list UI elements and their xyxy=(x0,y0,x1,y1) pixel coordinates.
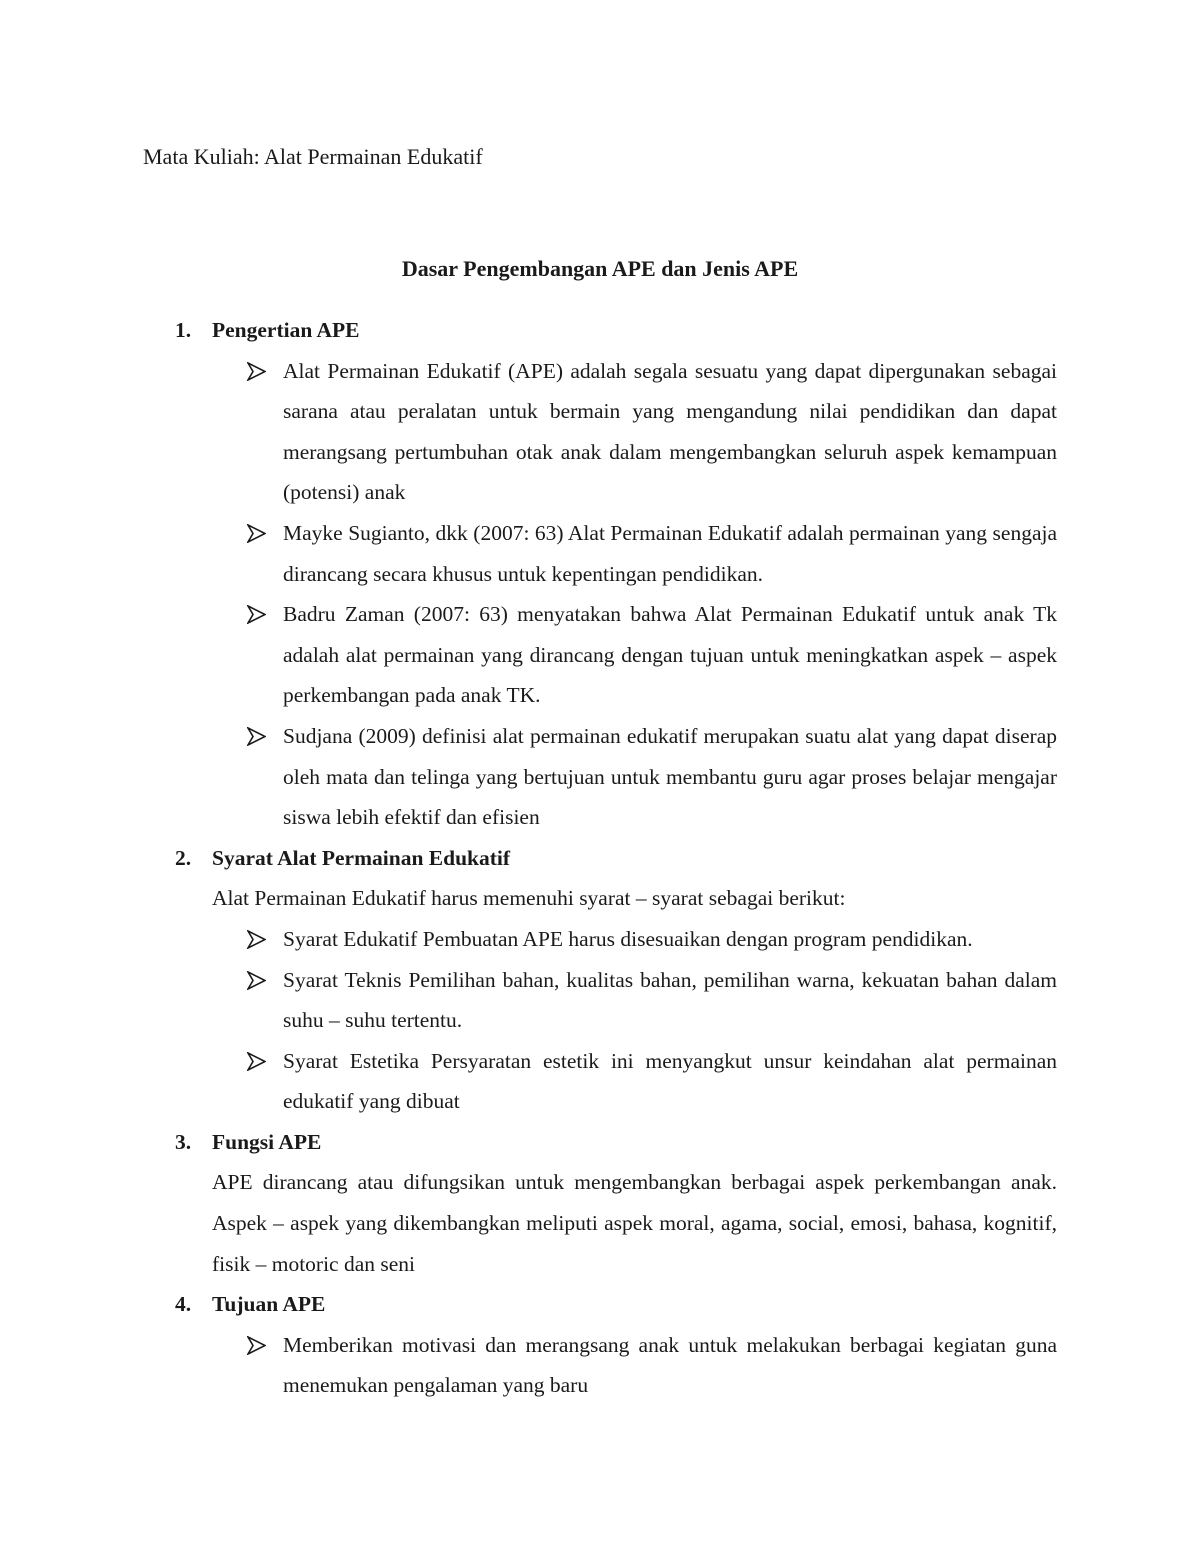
section-number: 2. xyxy=(175,845,192,870)
section-intro: Alat Permainan Edukatif harus memenuhi syarat – syarat sebagai berikut: xyxy=(212,886,846,911)
section-heading-text: Pengertian APE xyxy=(212,318,360,342)
bullet-item xyxy=(175,351,1057,513)
arrowhead-bullet-icon xyxy=(247,605,266,624)
arrowhead-bullet-icon xyxy=(247,362,266,381)
section-number: 4. xyxy=(175,1292,192,1317)
section-heading-text: Syarat Alat Permainan Edukatif xyxy=(212,845,511,870)
arrowhead-bullet-icon xyxy=(247,1052,266,1071)
bullet-item xyxy=(175,594,1057,716)
bullet-text: Badru Zaman (2007: 63) menyatakan bahwa Alat Permainan Edukatif untuk anak Tk adalah alat permainan yang dirancang dengan tujuan untuk meningkatkan aspek – aspek perkembangan pada anak TK. xyxy=(283,602,1057,708)
arrowhead-bullet-icon xyxy=(247,1336,266,1355)
section-tujuan xyxy=(175,1284,1057,1406)
section-fungsi xyxy=(175,1122,1057,1284)
section-number: 3. xyxy=(175,1129,192,1154)
section-heading xyxy=(175,1284,1057,1325)
bullet-item xyxy=(175,513,1057,594)
bullet-item xyxy=(175,960,1057,1041)
document-title: Dasar Pengembangan APE dan Jenis APE xyxy=(401,256,799,281)
section-intro: APE dirancang atau difungsikan untuk mengembangkan berbagai aspek perkembangan anak. Aspek – aspek yang dikembangkan meliputi aspek moral, agama, social, emosi, bahasa, kognitif, fisik – motoric dan seni xyxy=(212,1170,1057,1276)
section-heading-text: Tujuan APE xyxy=(212,1292,326,1317)
bullet-text: Memberikan motivasi dan merangsang anak untuk melakukan berbagai kegiatan guna menemukan pengalaman yang baru xyxy=(283,1332,1057,1398)
bullet-item xyxy=(175,1325,1057,1406)
section-pengertian xyxy=(175,310,1057,838)
section-heading-text: Fungsi APE xyxy=(212,1129,322,1154)
course-line: Mata Kuliah: Alat Permainan Edukatif xyxy=(143,144,483,169)
bullet-text: Syarat Estetika Persyaratan estetik ini menyangkut unsur keindahan alat permainan edukatif yang dibuat xyxy=(283,1048,1057,1114)
bullet-item xyxy=(175,716,1057,838)
bullet-text: Mayke Sugianto, dkk (2007: 63) Alat Permainan Edukatif adalah permainan yang sengaja dirancang secara khusus untuk kepentingan pendidikan. xyxy=(283,520,1057,586)
bullet-item xyxy=(175,1041,1057,1122)
bullet-text: Alat Permainan Edukatif (APE) adalah segala sesuatu yang dapat dipergunakan sebagai sarana atau peralatan untuk bermain yang mengandung nilai pendidikan dan dapat merangsang pertumbuhan otak anak dalam mengembangkan seluruh aspek kemampuan (potensi) anak xyxy=(283,358,1057,505)
arrowhead-bullet-icon xyxy=(247,524,266,543)
bullet-text: Syarat Edukatif Pembuatan APE harus disesuaikan dengan program pendidikan. xyxy=(283,926,973,951)
arrowhead-bullet-icon xyxy=(247,971,266,990)
section-number: 1. xyxy=(175,318,192,342)
bullet-text: Sudjana (2009) definisi alat permainan edukatif merupakan suatu alat yang dapat diserap oleh mata dan telinga yang bertujuan untuk membantu guru agar proses belajar mengajar siswa lebih efektif dan efisien xyxy=(283,723,1057,830)
section-heading xyxy=(175,310,1057,351)
section-heading xyxy=(175,838,1057,879)
section-heading xyxy=(175,1122,1057,1163)
document-body xyxy=(175,310,1057,1406)
bullet-text: Syarat Teknis Pemilihan bahan, kualitas bahan, pemilihan warna, kekuatan bahan dalam suhu – suhu tertentu. xyxy=(283,967,1057,1033)
arrowhead-bullet-icon xyxy=(247,930,266,949)
bullet-item xyxy=(175,919,1057,960)
section-syarat xyxy=(175,838,1057,1122)
arrowhead-bullet-icon xyxy=(247,727,266,746)
